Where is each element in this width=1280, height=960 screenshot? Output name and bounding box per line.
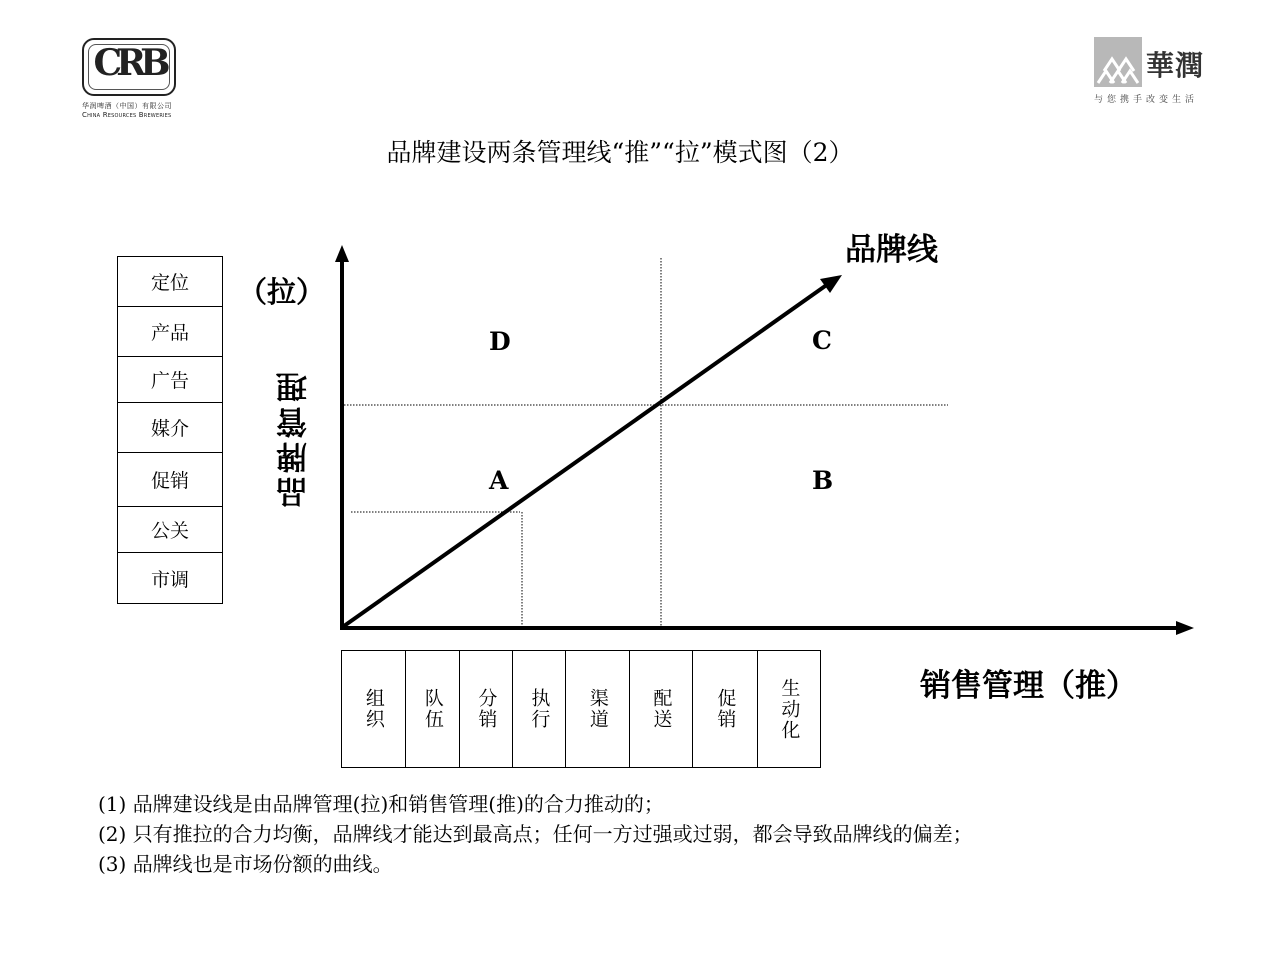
pull-item: 定位: [118, 257, 222, 307]
pull-item: 广告: [118, 357, 222, 403]
note-item: (1) 品牌建设线是由品牌管理(拉)和销售管理(推)的合力推动的；: [98, 792, 664, 816]
push-item: 促销: [693, 651, 758, 767]
push-items-list: [341, 650, 821, 768]
brand-line-label: 品牌线: [845, 232, 938, 268]
push-item: 分销: [460, 651, 513, 767]
china-resources-logo-text: 華潤: [1146, 49, 1205, 82]
china-resources-slogan: 与您携手改变生活: [1094, 95, 1199, 105]
pull-item: 产品: [118, 307, 222, 357]
quadrant-label-d: D: [489, 327, 511, 356]
push-item: 生动化: [778, 677, 801, 741]
crb-company-cn: 华润啤酒（中国）有限公司: [82, 102, 172, 110]
brand-line: [344, 284, 828, 626]
quadrant-label-c: C: [812, 326, 832, 355]
brand-line-arrow: [820, 275, 842, 293]
x-axis-arrow: [1176, 621, 1194, 635]
push-item: 执行: [513, 651, 566, 767]
y-axis-arrow: [335, 245, 349, 262]
push-item: 渠道: [566, 651, 630, 767]
pull-tag: （拉）: [238, 275, 326, 309]
quadrant-label-b: B: [812, 466, 834, 495]
note-item: (3) 品牌线也是市场份额的曲线。: [98, 852, 393, 876]
pull-item: 促销: [118, 453, 222, 507]
y-axis-label: 品牌管理: [277, 368, 313, 508]
x-axis-label: 销售管理（推）: [920, 668, 1137, 704]
push-item: 组织: [342, 651, 406, 767]
pull-item: 公关: [118, 507, 222, 553]
note-item: (2) 只有推拉的合力均衡，品牌线才能达到最高点；任何一方过强或过弱，都会导致品牌线的偏差；: [98, 822, 973, 846]
quadrant-label-a: A: [489, 466, 509, 495]
notes: [98, 789, 1198, 879]
page-title: 品牌建设两条管理线“推”“拉”模式图（2）: [386, 138, 854, 167]
push-item: 队伍: [406, 651, 460, 767]
pull-item: 市调: [150, 568, 189, 591]
crb-company-en: China Resources Breweries: [82, 111, 172, 119]
pull-item: 媒介: [118, 403, 222, 453]
push-item: 配送: [630, 651, 693, 767]
crb-logo-letters: CRB: [93, 42, 165, 84]
